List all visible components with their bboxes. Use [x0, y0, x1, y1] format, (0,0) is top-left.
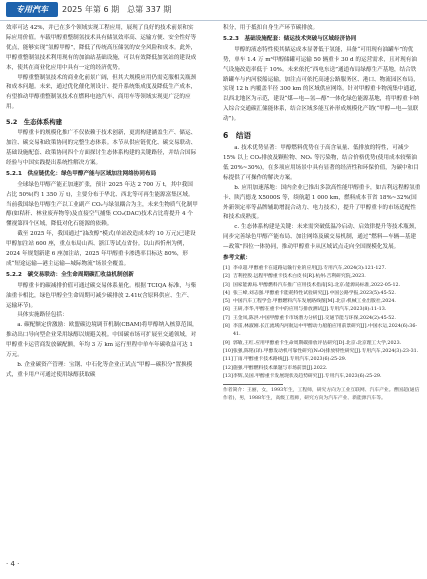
- reference-list: [223, 265, 421, 381]
- reference-item: [7] 王金凤,陈洪.中国甲醇重卡市场潜力分析[J].交通节能与环保,2024(2):45-52.: [223, 315, 396, 321]
- left-column: [6, 24, 198, 381]
- reference-item: [12] 施强.甲醇燃料技术课题与市场前景[J].2022.: [223, 365, 328, 371]
- references-heading: 参考文献：: [223, 255, 251, 262]
- paragraph: 效率可达 42%，并已在多个领域实现工程应用，展现了良好的技术前景和实际应用价值。车载甲醇重整制氢技术具有储氢效率高、运输方便、安全性好等优点，能够实现“氢醇甲醇”，降低了传统高压储氢的安全风险和成本。此外，甲醇重整制氢技术利用现有的加油站基础设施，可以有效降低加氢站的建设成本，使其在商业化应用中具有一定的经济优势。: [6, 25, 197, 71]
- issue-info: 2025 年第 6 期 总第 337 期: [62, 5, 172, 14]
- reference-item: [10] 张强,陈铭(译).甲醇发动机可靠性研究(N₂O)排放特性研究[J].专用汽车,2024(3):23-31.: [223, 348, 419, 354]
- paragraph: 截至 2025 年，我国通过“油改醇”模式(单站改造成本约 10 万元)已建设甲醇加注站 600 座，重点布局山西、浙江等试点省份。以山西忻州为例，2024 年规划新建 6 座加注站，2025 年甲醇重卡渗透率目标达 80%，形成“短途运输—港主运输—城际物流”场景全覆盖。: [6, 231, 196, 267]
- paragraph: 甲醇重卡的碳减排价值可通过碳交易体系量化。根据 TCIQA 标准，与柴油重卡相比，绿色甲醇全生命周期可减少碳排放 2.41t(含原料供应、生产、运输环节)。: [6, 282, 197, 309]
- right-column: [223, 24, 421, 404]
- reference-item: [5] 中国汽车工程学会.甲醇燃料汽车发展路线图[M].北京:机械工业出版社,2024.: [223, 299, 396, 305]
- reference-item: [4] 张三峰,刘志强.甲醇重卡能耗特性试验研究[J].中国公路学报,2023(5):45-52.: [223, 290, 396, 296]
- running-header: [0, 0, 427, 21]
- reference-item: [9] 郭敏,王红.应用甲醇重卡生命周期碳排放评估研究[D].北京:北京理工大学,2023.: [223, 340, 402, 346]
- paragraph: 甲醇的液态特性使其储运成本显著低于氢能，具备“可用现有油罐车”的优势，单车 1.4 万 m³甲醇储罐可运输 50 辆重卡 30 d 的运营需求，且对现有油气设施改造率低于 10%。未来依托“西电东送”通道布局绿醇生产基地，结合铁路罐车与内河驳船运输，加注点可依托高速公路服务区、港口、物流园区布局，实现 12 h 内覆盖半径 300 km 的区域供应网络。针对甲醇重卡物流集中通道，以西北地区为示范，建设“煤—电—氢—醇”一体化绿色能源基地，将甲醇重卡纳入综合交通碳汇储能体系，结合区域多能互补形成规模化产销(“甲醇—电—氢联动”)。: [223, 46, 421, 123]
- paragraph: 积分，用于抵扣自身生产环节碳排放。: [223, 25, 319, 31]
- paragraph: c. 生态体系构建是关键：未来需突破低温冷启动、启效律提升等技术瓶颈，同步完善绿色甲醇产能布局、加注网络及碳交易机制，通过“燃料—车辆—基建—政策”四位一体协同，推动甲醇重卡从区域试点走向全国规模化发展。: [223, 224, 420, 251]
- subsection-heading: 5.2.1 供应链优化：绿色甲醇产能与区域加注网络协同布局: [6, 170, 157, 177]
- section-heading: 6 结语: [223, 131, 252, 141]
- reference-item: [6] 王研,李华,甲醇在重卡中的应用与排放测试[J].专用汽车,2023(8):11-13.: [223, 307, 387, 313]
- reference-item: [8] 李雷,林淑刚.长江流域内河航运中甲醇动力船舶应用前景研究[J].中国水运,2024(6):36-41.: [223, 324, 418, 338]
- paragraph: a. 技术优势显著：甲醇燃料优势在于高含氧量、低排放的特性，可减少 15% 以上 CO₂排放及颗粒物、NOₓ 等污染物，结合价格优势(使用成本较柴油低 20%~30%)，在多项应用场景中具有显著的经济性和环保价值，为碳中和目标提供了可操作的解决方案。: [223, 145, 419, 181]
- reference-item: [3] 国家能源局.甲醇燃料汽车推广应用技术指南[S].北京:能源局标准,2022-05-12.: [223, 282, 401, 288]
- subsection-heading: 5.2.2 碳交易联动：全生命周期碳汇收益机制创新: [6, 271, 134, 278]
- paragraph: 甲醇重整制氢技术的商业化前景广阔，但其大规模应用仍需克服相关瓶颈和成本问题。未来，通过优化催化剂设计、提升系统集成度及降低生产成本，有望推动甲醇重整制氢技术在燃料电池汽车、商用车等领域实现更广泛的应用。: [6, 74, 197, 111]
- reference-item: [11] 丁雨.甲醇重卡技术路线[J].专用汽车,2023(6):25-29.: [223, 357, 347, 363]
- reference-item: [1] 李卓超.甲醇重卡在道路运输行业的应用[J].专用汽车,2024(3):121-127.: [223, 265, 387, 271]
- paragraph: 甲醇重卡的规模化推广不仅依赖于技术创新，更需构建涵盖生产、储运、加注、碳交易和政策协同的完整生态体系。本节从供应链优化、碳交易联动、基础设施配套、政策协同四个方面探讨生态体系构建的关键路径，并结合国际经验与中国实践提出系统性解决方案。: [6, 130, 197, 166]
- page-number: · 4 ·: [6, 560, 20, 568]
- journal-logo: 专用汽车: [6, 2, 58, 17]
- paragraph: b. 应用加速落地：国内企业已推出多款高性能甲醇重卡，如吉利远程醇氢重卡、陕汽德龙 X5000S 等，续航超 1 000 km，燃料成本节省 18%~32%(国外新领定率等品牌辅助增混合动力、电力技术），提升了甲醇重卡的市场适配性和技术成熟度。: [223, 184, 421, 221]
- section-heading: 5.2 生态体系构建: [6, 118, 63, 127]
- paragraph: a. 碳配额定价激励：欧盟碳边境调节机制(CBAM)将甲醇纳入核算范围，推动出口导向型企业采用绿醇以规避关税。中国碳市场可扩展至交通领域，对甲醇重卡运营商发放碳配额，年均 3 万 km 运行里程中单车年碳收益可达 1 万元。: [6, 322, 198, 359]
- subsection-heading: 5.2.3 基础设施配套：储运技术突破与区域经济协同: [223, 35, 357, 42]
- reference-item: [13] 李辉,吴国.甲醇重卡发展现状及趋势研究[J].专用汽车,2023(6):25-29.: [223, 373, 382, 379]
- footnote-separator: [223, 384, 283, 385]
- paragraph: 具体实施路径包括：: [17, 312, 68, 319]
- paragraph: 全球绿色甲醇产能正加速扩张，预计 2025 年达 2 700 万 t，其中我国占比 50%(约 1 350 万 t)，主要分布于华北、西北等可再生能源富集区域。当前我国绿色甲醇生产以工业副产 CO₂与绿氢耦合为主，未来生物质气化制甲醇(如秸秆、林业废弃物等)及直接空气捕集 CO₂(DAC)技术占比将提升 4 个懂视第四个区域，降低对化石能源的依赖。: [6, 181, 198, 228]
- reference-item: [2] 吉利控股.远程甲醇重卡技术白皮书[R].杭州:吉利研究院,2023.: [223, 274, 366, 280]
- author-bio: 作者简介：王丽，女，1993年生，工程师，研究方向为工业互联网、汽车产业。曹国超(通信作者)，男，1988年生，高级工程师，研究方向为汽车产业、新能源汽车等。: [223, 388, 420, 402]
- paragraph: b. 企业碳资产管理：宝钢、中石化等企业正试点“甲醇—碳积分”置换模式，重卡用户可通过使用绿醇获取碳: [6, 362, 193, 378]
